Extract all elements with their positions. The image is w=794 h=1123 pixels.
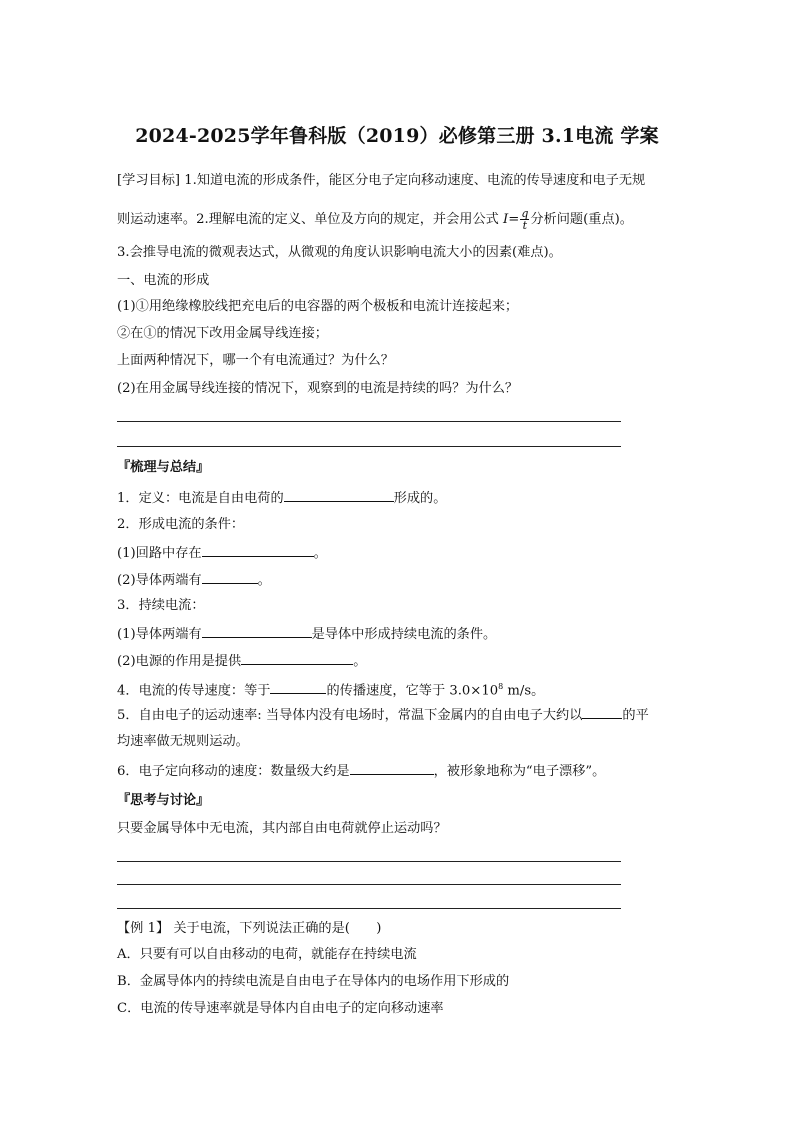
goals-line-2 [117, 208, 633, 231]
fill-blank[interactable] [582, 705, 622, 719]
formula-denominator: t [522, 219, 528, 232]
formula-eq: = [508, 212, 520, 227]
fill-blank[interactable] [241, 651, 353, 665]
goals-text-2a: 则运动速率。2.理解电流的定义、单位及方向的规定，并会用公式 [117, 212, 499, 227]
summary-item-3-2-text-a: (2)电源的作用是提供 [117, 654, 242, 669]
discussion-heading: 『思考与讨论』 [117, 793, 210, 808]
summary-item-2-1 [117, 543, 327, 563]
summary-item-4 [117, 678, 544, 700]
summary-item-4-exponent: 8 [498, 682, 504, 691]
answer-line-5[interactable] [117, 908, 621, 909]
summary-item-3: 3．持续电流： [117, 598, 205, 613]
goals-line-3: 3.会推导电流的微观表达式，从微观的角度认识影响电流大小的因素(难点)。 [117, 245, 562, 260]
summary-item-1 [117, 488, 446, 508]
summary-item-2-2-text-a: (2)导体两端有 [117, 573, 202, 588]
summary-item-5-cont: 均速率做无规则运动。 [117, 734, 249, 749]
discussion-question: 只要金属导体中无电流，其内部自由电荷就停止运动吗？ [117, 821, 447, 836]
summary-item-4-text-c: m/s。 [503, 683, 545, 699]
page-title: 2024-2025学年鲁科版（2019）必修第三册 3.1电流 学案 [135, 125, 659, 147]
summary-item-2-1-text-a: (1)回路中存在 [117, 546, 202, 561]
answer-line-4[interactable] [117, 884, 621, 885]
summary-item-2: 2．形成电流的条件： [117, 517, 245, 532]
summary-item-2-1-text-b: 。 [313, 546, 327, 561]
summary-item-6 [117, 761, 605, 781]
fill-blank[interactable] [202, 570, 258, 584]
example1-option-c: C．电流的传导速率就是导体内自由电子的定向移动速率 [117, 1001, 444, 1016]
section1-q4: (2)在用金属导线连接的情况下，观察到的电流是持续的吗？为什么？ [117, 381, 519, 396]
formula-fraction [520, 208, 529, 231]
section1-heading: 一、电流的形成 [117, 273, 210, 288]
summary-item-5-text-a: 5．自由电子的运动速率: 当导体内没有电场时，常温下金属内的自由电子大约以 [117, 708, 583, 723]
example1-option-b: B．金属导体内的持续电流是自由电子在导体内的电场作用下形成的 [117, 974, 510, 989]
summary-item-3-1-text-a: (1)导体两端有 [117, 627, 202, 642]
fill-blank[interactable] [270, 680, 326, 694]
summary-item-6-text-a: 6．电子定向移动的速度：数量级大约是 [117, 764, 350, 779]
fill-blank[interactable] [350, 761, 434, 775]
goals-text-1: 1.知道电流的形成条件，能区分电子定向移动速度、电流的传导速度和电子无规 [184, 173, 646, 188]
summary-item-2-2-text-b: 。 [257, 573, 271, 588]
fill-blank[interactable] [202, 543, 314, 557]
goals-label: [学习目标] [117, 173, 181, 188]
answer-line-3[interactable] [117, 861, 621, 862]
summary-item-1-text-a: 1．定义：电流是自由电荷的 [117, 491, 284, 506]
fill-blank[interactable] [284, 488, 394, 502]
summary-item-4-text-a: 4．电流的传导速度：等于 [117, 683, 271, 699]
formula-numerator: q [521, 207, 529, 220]
summary-item-3-1 [117, 624, 496, 644]
example1-stem: 【例 1】 关于电流，下列说法正确的是( ) [117, 921, 382, 936]
summary-item-3-1-text-b: 是导体中形成持续电流的条件。 [311, 627, 497, 642]
formula-lhs: I [503, 212, 509, 227]
example1-option-a: A．只要有可以自由移动的电荷，就能存在持续电流 [117, 947, 417, 962]
section1-q1: (1)①用绝缘橡胶线把充电后的电容器的两个极板和电流计连接起来； [117, 299, 519, 314]
section1-q3: 上面两种情况下，哪一个有电流通过？为什么？ [117, 353, 394, 368]
summary-item-1-text-b: 形成的。 [393, 491, 447, 506]
answer-line-2[interactable] [117, 446, 621, 447]
summary-item-4-text-b: 的传播速度，它等于 3.0×10 [326, 683, 499, 699]
summary-item-5-text-b: 的平 [622, 708, 649, 723]
section1-q2: ②在①的情况下改用金属导线连接； [117, 326, 328, 341]
goals-text-2b: 分析问题(重点)。 [530, 212, 633, 227]
summary-item-6-text-b: ，被形象地称为“电子漂移”。 [433, 764, 606, 779]
summary-item-3-2-text-b: 。 [353, 654, 367, 669]
summary-item-3-2 [117, 651, 366, 671]
summary-item-5 [117, 705, 649, 725]
goals-line-1 [117, 172, 645, 190]
fill-blank[interactable] [202, 624, 312, 638]
summary-heading: 『梳理与总结』 [117, 460, 210, 475]
summary-item-2-2 [117, 570, 271, 590]
answer-line-1[interactable] [117, 421, 621, 422]
